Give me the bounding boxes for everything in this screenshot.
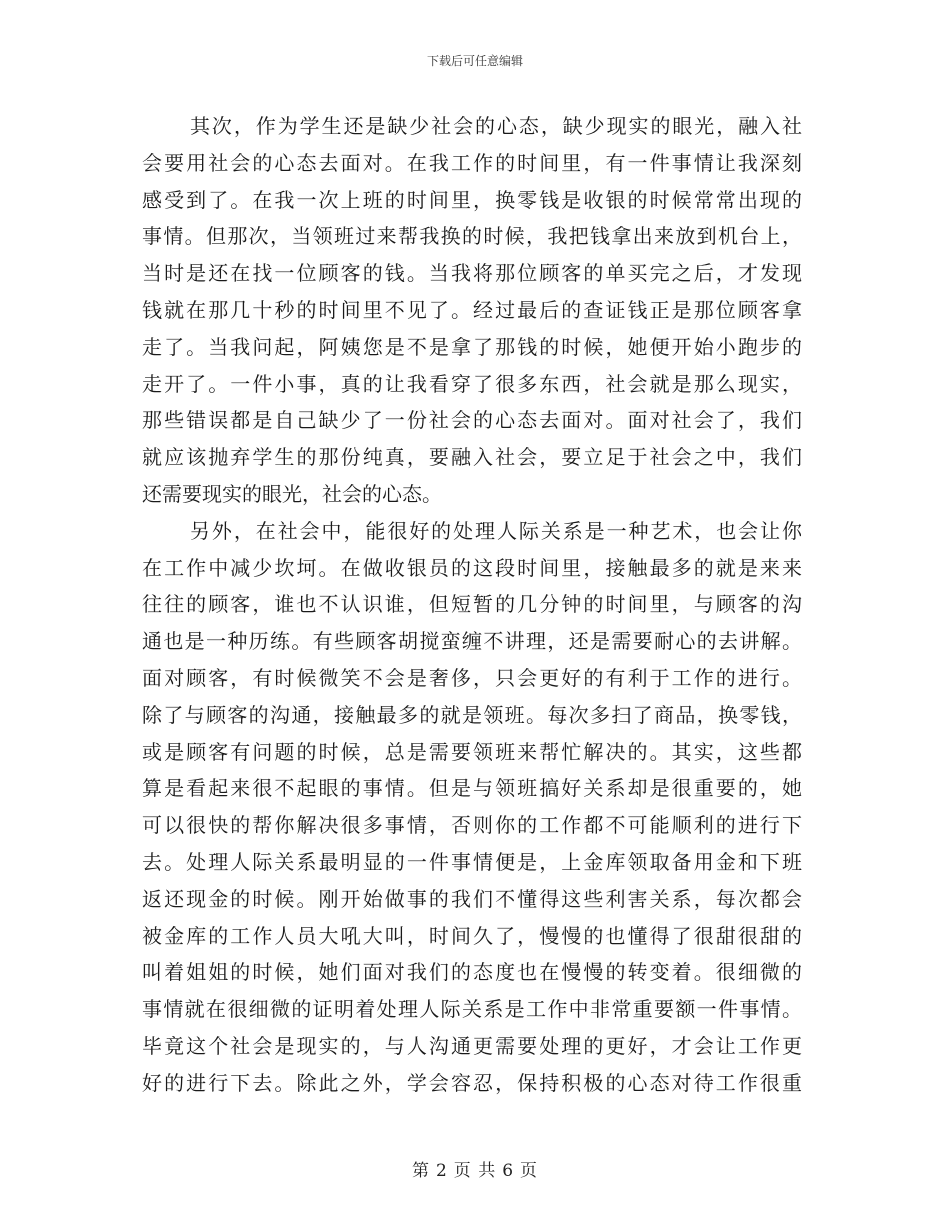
text-line: 钱就在那几十秒的时间里不见了。经过最后的查证钱正是那位顾客拿	[142, 297, 802, 322]
text-line: 往往的顾客，谁也不认识谁，但短暂的几分钟的时间里，与顾客的沟	[142, 592, 802, 617]
text-line: 走开了。一件小事，真的让我看穿了很多东西，社会就是那么现实，	[142, 371, 802, 396]
page-footer	[0, 1156, 950, 1181]
footer-total-pages: 6	[502, 1161, 515, 1181]
text-line: 可以很快的帮你解决很多事情，否则你的工作都不可能顺利的进行下	[142, 813, 802, 838]
text-line: 走了。当我问起，阿姨您是不是拿了那钱的时候，她便开始小跑步的	[142, 334, 802, 359]
text-line: 好的进行下去。除此之外，学会容忍，保持积极的心态对待工作很重	[142, 1070, 802, 1095]
text-line: 当时是还在找一位顾客的钱。当我将那位顾客的单买完之后，才发现	[142, 261, 802, 286]
text-line: 就应该抛弃学生的那份纯真，要融入社会，要立足于社会之中，我们	[142, 445, 802, 470]
footer-prefix: 第	[411, 1161, 430, 1181]
footer-suffix: 页	[520, 1161, 539, 1181]
text-line: 事情就在很细微的证明着处理人际关系是工作中非常重要额一件事情。	[142, 997, 802, 1022]
text-line: 或是顾客有问题的时候，总是需要领班来帮忙解决的。其实，这些都	[142, 739, 802, 764]
text-line: 返还现金的时候。刚开始做事的我们不懂得这些利害关系，每次都会	[142, 886, 802, 911]
text-line: 还需要现实的眼光，社会的心态。	[142, 481, 442, 506]
page-header: 下载后可任意编辑	[426, 54, 523, 68]
text-line: 会要用社会的心态去面对。在我工作的时间里，有一件事情让我深刻	[142, 150, 802, 175]
text-line: 面对顾客，有时候微笑不会是奢侈，只会更好的有利于工作的进行。	[142, 665, 802, 690]
text-line: 算是看起来很不起眼的事情。但是与领班搞好关系却是很重要的，她	[142, 776, 802, 801]
text-line: 除了与顾客的沟通，接触最多的就是领班。每次多扫了商品，换零钱，	[142, 702, 802, 727]
text-line: 毕竟这个社会是现实的，与人沟通更需要处理的更好，才会让工作更	[142, 1033, 802, 1058]
text-line: 另外，在社会中，能很好的处理人际关系是一种艺术，也会让你	[190, 518, 802, 543]
text-line: 感受到了。在我一次上班的时间里，换零钱是收银的时候常常出现的	[142, 187, 802, 212]
text-line: 叫着姐姐的时候，她们面对我们的态度也在慢慢的转变着。很细微的	[142, 960, 802, 985]
text-line: 去。处理人际关系最明显的一件事情便是，上金库领取备用金和下班	[142, 849, 802, 874]
text-line: 那些错误都是自己缺少了一份社会的心态去面对。面对社会了，我们	[142, 408, 802, 433]
text-line: 通也是一种历练。有些顾客胡搅蛮缠不讲理，还是需要耐心的去讲解。	[142, 629, 802, 654]
text-line: 事情。但那次，当领班过来帮我换的时候，我把钱拿出来放到机台上，	[142, 224, 802, 249]
text-line: 其次，作为学生还是缺少社会的心态，缺少现实的眼光，融入社	[190, 114, 802, 138]
footer-mid: 页 共	[453, 1161, 497, 1181]
footer-page-number: 2	[435, 1161, 448, 1181]
text-line: 在工作中减少坎坷。在做收银员的这段时间里，接触最多的就是来来	[142, 555, 802, 580]
text-line: 被金库的工作人员大吼大叫，时间久了，慢慢的也懂得了很甜很甜的	[142, 923, 802, 948]
document-body	[142, 108, 802, 1102]
